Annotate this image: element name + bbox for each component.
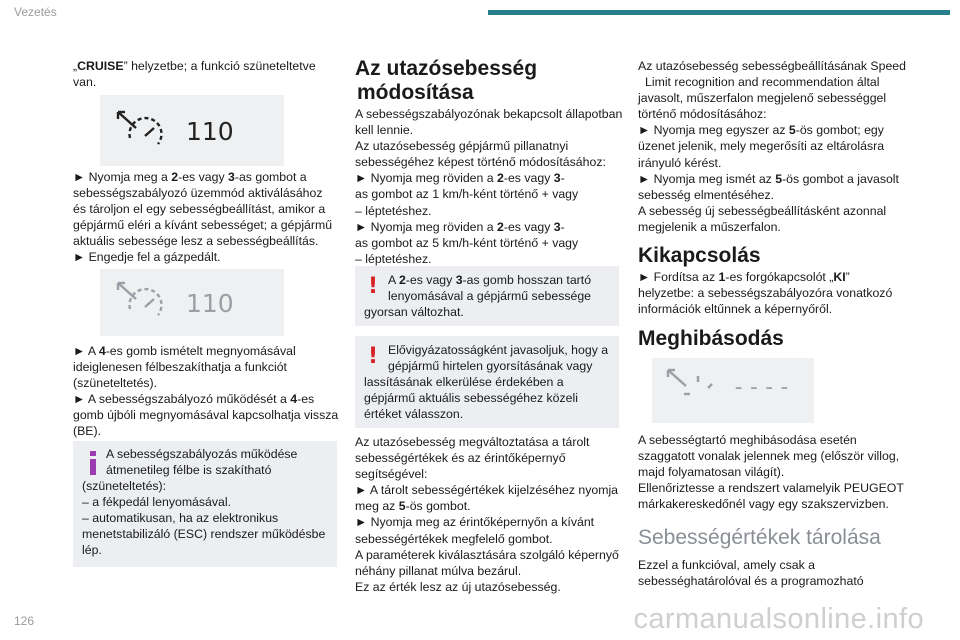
text-line: ► A 4-es gomb ismételt megnyomásával (73, 344, 296, 358)
col1-paragraph-2 (73, 169, 345, 266)
text-line: márkakereskedőnél vagy egy szakszervizben. (638, 497, 889, 512)
text-line: lenyomásával a gépjármű sebessége (388, 289, 592, 303)
text-line: Az utazósebesség gépjármű pillanatnyi (355, 139, 569, 154)
text-line: A 2-es vagy 3-as gomb hosszan tartó (388, 273, 592, 287)
text-line: információk eltűnnek a képernyőről. (638, 302, 833, 317)
page-number: 126 (14, 614, 35, 628)
speed-value: 110 (186, 289, 234, 318)
text-line: gépjármű aktuális sebességéhez közeli (364, 391, 578, 405)
text-line: lép. (82, 543, 102, 557)
text-line: majd folyamatosan világít). (638, 465, 785, 480)
speedometer-icon (112, 108, 172, 158)
text-line: Elővigyázatosságként javasoljuk, hogy a (388, 343, 609, 357)
text-line: menetstabilizáló (ESC) rendszer működésbe (82, 527, 326, 541)
speedometer-icon (662, 366, 722, 416)
text-line: Az utazósebesség megváltoztatása a tárolt (355, 435, 590, 449)
text-line: ► Nyomja meg a 2-es vagy 3-as gombot a (73, 170, 307, 184)
text-line: ► Nyomja meg ismét az 5-ös gombot a javasolt (638, 171, 899, 186)
warning-callout-1 (355, 266, 619, 326)
text-line: kell lennie. (355, 123, 414, 138)
text-line: A paraméterek kiválasztására szolgáló képernyő (355, 547, 619, 562)
text-line: ► Nyomja meg röviden a 2-es vagy 3- (355, 219, 565, 234)
text-line: (szüneteltetés). (73, 376, 158, 391)
text-line: történő módosításához: (638, 107, 767, 122)
text-line: Ellenőriztesse a rendszert valamelyik PEUGEOT (638, 481, 904, 496)
text-line: A sebesség új sebességbeállításként azonnal (638, 203, 887, 218)
text-line: aktuális sebessége lesz a sebességbeállítás. (73, 234, 319, 249)
text-line: as gombot az 5 km/h-ként történő + vagy (355, 235, 579, 250)
col2-paragraph-1 (355, 106, 625, 267)
text-line: ideiglenesen félbeszakíthatja a funkciót (73, 360, 287, 375)
text-line: irányuló kérést. (638, 155, 722, 170)
text-line: A sebességszabályozás működése (106, 447, 298, 461)
text-line: sebesség elmentéséhez. (638, 187, 775, 202)
info-callout (73, 441, 337, 567)
text-line: megjelenik a műszerfalon. (638, 219, 781, 234)
text-line: – léptetéshez. (355, 203, 432, 218)
text-line: gépjármű eléri a kívánt sebességet; a gépjármű (73, 218, 333, 233)
text-line: ► A sebességszabályozó működését a 4-es (73, 392, 315, 407)
heading-store-speeds: Sebességértékek tárolása (638, 526, 881, 549)
text-line: as gombot az 1 km/h-ként történő + vagy (355, 187, 579, 202)
text-line: szaggatott vonalak jelennek meg (először villog, (638, 449, 900, 464)
fault-display (652, 358, 814, 423)
text-line: sebességhatárolóval és a programozható (638, 574, 864, 589)
text-line: és tároljon el egy sebességbeállítást, amikor a (73, 202, 326, 217)
section-accent-bar (488, 10, 950, 15)
text-line: – léptetéshez. (355, 251, 432, 266)
text-line: (BE). (73, 424, 102, 439)
warning-icon: ! (368, 274, 379, 299)
text-line: helyzetbe: a sebességszabályozóra vonatkozó (638, 286, 893, 301)
col3-paragraph-fault (638, 432, 928, 512)
speed-display-active (100, 95, 284, 166)
text-line: A sebességszabályozónak bekapcsolt állapotban (355, 107, 623, 121)
text-line: meg az 5-ös gombot. (355, 499, 471, 514)
text-line: ► Engedje fel a gázpedált. (73, 250, 221, 265)
text-line: javasolt, műszerfalon megjelenő sebességgel (638, 91, 887, 106)
text-line: sebességértékek és az érintőképernyő (355, 451, 566, 466)
text-line: ► Nyomja meg az érintőképernyőn a kívánt (355, 515, 595, 530)
col1-paragraph-3 (73, 343, 345, 440)
warning-icon: ! (368, 344, 379, 369)
col3-paragraph-store (638, 557, 928, 589)
speed-value: 110 (186, 117, 234, 146)
heading-fault: Meghibásodás (638, 327, 784, 350)
text-line: néhány pillanat múlva bezárul. (355, 563, 522, 578)
speedometer-icon (112, 279, 172, 329)
text-line: értéket válasszon. (364, 407, 464, 421)
section-header: Vezetés (14, 5, 57, 19)
text-line: Az utazósebesség sebességbeállításának Speed (638, 59, 906, 73)
text-line: – automatikusan, ha az elektronikus (82, 511, 279, 525)
text-line: üzenet jelenik, mely megerősíti az eltárolásra (638, 139, 885, 154)
text-line: gyorsan változhat. (364, 305, 464, 319)
dashed-speed-value: ---- (732, 375, 793, 400)
text-line: Ez az érték lesz az új utazósebesség. (355, 579, 561, 594)
heading-switch-off: Kikapcsolás (638, 244, 761, 267)
col3-paragraph-off (638, 269, 928, 317)
info-icon (90, 451, 96, 475)
text-line: (szüneteltetés): (82, 479, 167, 493)
heading-speed-change: Az utazósebesség módosítása (355, 57, 538, 104)
text-line: A sebességtartó meghibásodása esetén (638, 433, 857, 447)
text-line: ► Nyomja meg röviden a 2-es vagy 3- (355, 171, 565, 186)
text-line: gépjármű hirtelen gyorsításának vagy (388, 359, 593, 373)
text-line: Limit recognition and recommendation által (645, 75, 880, 90)
watermark: carmanualsonline.info (633, 603, 924, 635)
text-line: sebességéhez képest történő módosításához: (355, 155, 606, 170)
col2-paragraph-2 (355, 434, 625, 595)
text-line: segítségével: (355, 467, 428, 482)
col1-paragraph-1: „CRUISE” helyzetbe; a funkció szüneteltetve van. (73, 59, 316, 90)
text-line: ► A tárolt sebességértékek kijelzéséhez nyomja (355, 483, 619, 498)
text-line: ► Fordítsa az 1-es forgókapcsolót „KI” (638, 270, 850, 284)
text-line: sebességértékek megfelelő gombot. (355, 531, 553, 546)
text-line: sebességszabályozó üzemmód aktiválásához (73, 186, 323, 201)
text-line: Ezzel a funkcióval, amely csak a (638, 558, 816, 572)
text-line: – a fékpedál lenyomásával. (82, 495, 232, 509)
warning-callout-2 (355, 336, 619, 428)
text-line: lassításának elkerülése érdekében a (364, 375, 564, 389)
text-line: gomb újbóli megnyomásával kapcsolhatja vissza (73, 408, 339, 423)
col3-paragraph-1 (638, 58, 928, 235)
text-line: átmenetileg félbe is szakítható (106, 463, 272, 477)
speed-display-paused (100, 269, 284, 336)
text-line: ► Nyomja meg egyszer az 5-ös gombot; egy (638, 123, 884, 138)
